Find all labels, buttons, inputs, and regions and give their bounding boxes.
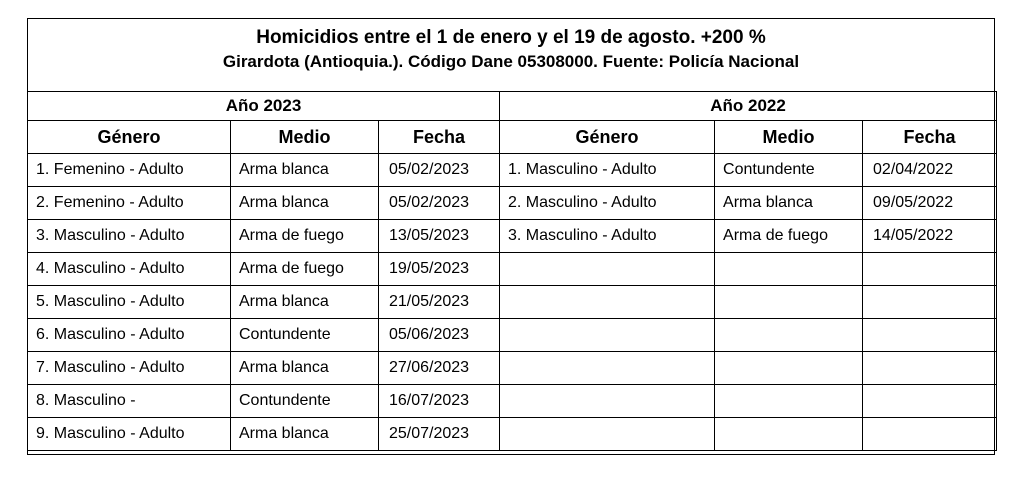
cell-genero-2023: 1. Femenino - Adulto [28,154,231,187]
title-block [28,19,994,92]
cell-genero-2023: 3. Masculino - Adulto [28,220,231,253]
cell-medio-2022 [715,385,863,418]
cell-medio-2023: Contundente [231,385,379,418]
cell-genero-2022 [500,418,715,451]
cell-genero-2022 [500,352,715,385]
table-row [28,220,997,253]
table-row [28,319,997,352]
table-row [28,187,997,220]
cell-genero-2023: 8. Masculino - [28,385,231,418]
cell-fecha-2023: 25/07/2023 [379,418,500,451]
cell-genero-2023: 6. Masculino - Adulto [28,319,231,352]
col-header-medio-2022: Medio [715,121,863,154]
homicide-table [27,91,997,451]
cell-genero-2023: 2. Femenino - Adulto [28,187,231,220]
cell-medio-2023: Arma blanca [231,418,379,451]
cell-genero-2023: 5. Masculino - Adulto [28,286,231,319]
cell-fecha-2022: 02/04/2022 [863,154,997,187]
cell-fecha-2022 [863,418,997,451]
cell-medio-2023: Contundente [231,319,379,352]
table-row [28,385,997,418]
year-2023-header: Año 2023 [28,92,500,121]
cell-fecha-2023: 21/05/2023 [379,286,500,319]
cell-medio-2022: Arma blanca [715,187,863,220]
cell-genero-2022: 1. Masculino - Adulto [500,154,715,187]
cell-fecha-2023: 05/06/2023 [379,319,500,352]
table-row [28,286,997,319]
table-row [28,253,997,286]
cell-fecha-2022: 09/05/2022 [863,187,997,220]
cell-medio-2022 [715,253,863,286]
cell-fecha-2023: 05/02/2023 [379,187,500,220]
cell-medio-2023: Arma blanca [231,286,379,319]
cell-fecha-2022: 14/05/2022 [863,220,997,253]
year-2022-header: Año 2022 [500,92,997,121]
cell-genero-2022 [500,319,715,352]
cell-fecha-2023: 27/06/2023 [379,352,500,385]
cell-genero-2023: 7. Masculino - Adulto [28,352,231,385]
cell-medio-2022: Arma de fuego [715,220,863,253]
cell-genero-2022: 2. Masculino - Adulto [500,187,715,220]
year-header-row [28,92,997,121]
homicide-report-frame [27,18,995,455]
cell-fecha-2023: 05/02/2023 [379,154,500,187]
cell-medio-2022 [715,418,863,451]
col-header-medio-2023: Medio [231,121,379,154]
col-header-fecha-2023: Fecha [379,121,500,154]
cell-medio-2023: Arma blanca [231,352,379,385]
col-header-genero-2023: Género [28,121,231,154]
cell-medio-2023: Arma de fuego [231,220,379,253]
cell-fecha-2023: 13/05/2023 [379,220,500,253]
cell-fecha-2022 [863,286,997,319]
cell-fecha-2022 [863,385,997,418]
table-row [28,418,997,451]
table-body [28,154,997,451]
cell-medio-2022 [715,286,863,319]
cell-genero-2022 [500,253,715,286]
cell-medio-2022 [715,319,863,352]
cell-fecha-2023: 16/07/2023 [379,385,500,418]
cell-genero-2022 [500,385,715,418]
cell-fecha-2022 [863,352,997,385]
cell-fecha-2022 [863,253,997,286]
cell-fecha-2022 [863,319,997,352]
column-header-row [28,121,997,154]
cell-medio-2023: Arma de fuego [231,253,379,286]
cell-medio-2023: Arma blanca [231,154,379,187]
cell-genero-2022 [500,286,715,319]
cell-medio-2023: Arma blanca [231,187,379,220]
cell-genero-2023: 9. Masculino - Adulto [28,418,231,451]
report-title: Homicidios entre el 1 de enero y el 19 de agosto. +200 % [256,27,766,48]
cell-medio-2022 [715,352,863,385]
cell-medio-2022: Contundente [715,154,863,187]
cell-fecha-2023: 19/05/2023 [379,253,500,286]
col-header-fecha-2022: Fecha [863,121,997,154]
table-row [28,154,997,187]
cell-genero-2022: 3. Masculino - Adulto [500,220,715,253]
table-row [28,352,997,385]
col-header-genero-2022: Género [500,121,715,154]
report-subtitle: Girardota (Antioquia.). Código Dane 05308000. Fuente: Policía Nacional [222,52,800,71]
cell-genero-2023: 4. Masculino - Adulto [28,253,231,286]
